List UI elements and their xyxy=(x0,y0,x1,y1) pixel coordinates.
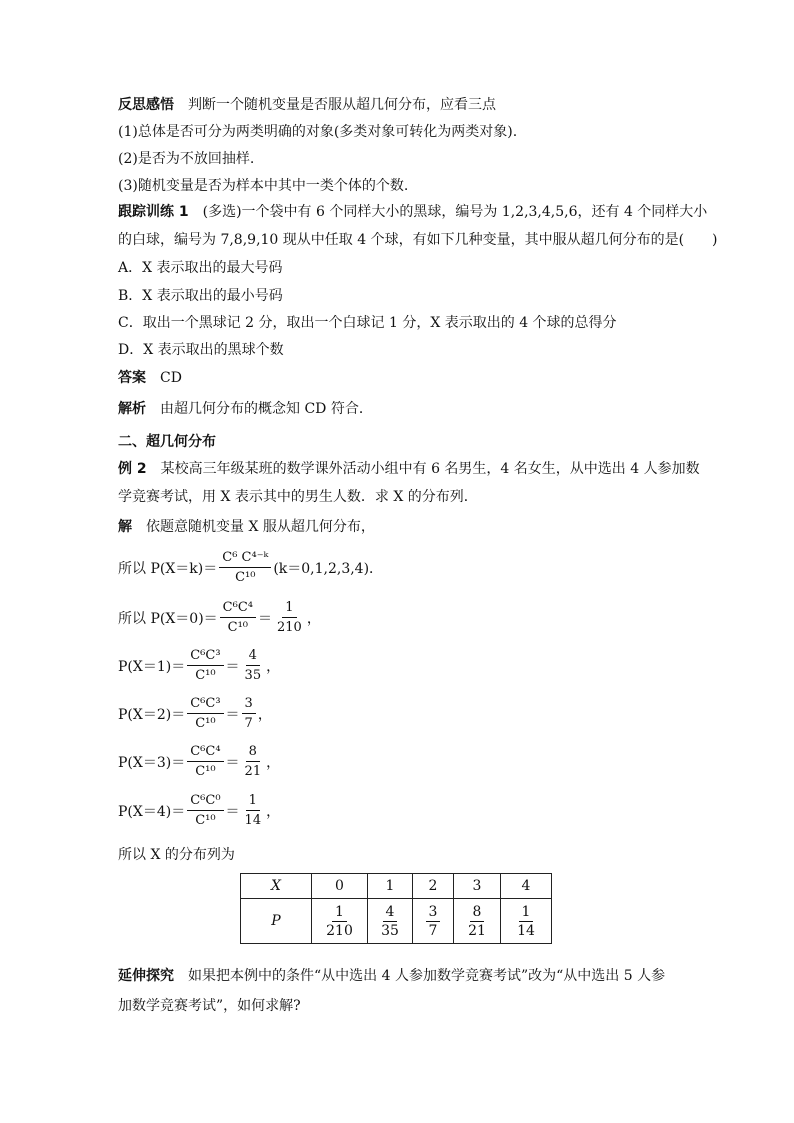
formula-general-prefix: 所以 P(X＝k)＝ xyxy=(118,560,218,577)
table-cell-p xyxy=(312,899,368,944)
exercise-option-d: D．X 表示取出的黑球个数 xyxy=(118,342,284,358)
table-cell-p-num: 4 xyxy=(383,903,398,922)
exercise-option-b: B．X 表示取出的最小号码 xyxy=(118,288,283,304)
formula-p1-comma: ， xyxy=(266,658,281,675)
formula-p4-result-num: 1 xyxy=(246,792,260,811)
table-header-x: X xyxy=(241,874,312,899)
example-text-1: 某校高三年级某班的数学课外活动小组中有 6 名男生，4 名女生，从中选出 4 人参加数 xyxy=(160,461,700,477)
table-cell-p-num: 1 xyxy=(332,903,347,922)
solution-text: 依题意随机变量 X 服从超几何分布， xyxy=(146,519,375,535)
table-cell-x: 2 xyxy=(413,874,454,899)
exercise-line-1 xyxy=(118,202,707,222)
formula-p1-fraction xyxy=(187,647,223,684)
table-row-x xyxy=(241,874,552,899)
formula-p1-result xyxy=(242,647,265,684)
example-line-2: 学竞赛考试，用 X 表示其中的男生人数．求 X 的分布列． xyxy=(118,489,478,505)
extension-label: 延伸探究 xyxy=(118,968,174,984)
table-cell-p-den: 21 xyxy=(468,922,486,939)
formula-p2-prefix: P(X＝2)＝ xyxy=(118,706,186,723)
table-cell-p-num: 1 xyxy=(519,903,534,922)
formula-p0-result xyxy=(274,599,305,636)
formula-p2-result-num: 3 xyxy=(242,695,256,714)
formula-general-denominator: C¹⁰ xyxy=(235,570,256,585)
formula-p4-fraction xyxy=(187,792,223,829)
formula-p3-result-den: 21 xyxy=(244,764,262,779)
table-cell-p xyxy=(368,899,413,944)
solution-label: 解 xyxy=(118,519,132,535)
analysis-label: 解析 xyxy=(118,401,146,417)
reflection-point-3: (3)随机变量是否为样本中其中一类个体的个数. xyxy=(118,178,409,194)
reflection-point-2: (2)是否为不放回抽样. xyxy=(118,151,255,167)
formula-p4-result-den: 14 xyxy=(244,813,262,828)
formula-p3: P(X＝3)＝ $\frac{\text{C⁶C⁴}}{\text{C¹⁰}}$ ＝ $\frac{8}{21}$ ， xyxy=(118,744,281,779)
formula-p2-numerator: C⁶C³ xyxy=(187,695,223,714)
table-cell-p-den: 35 xyxy=(381,922,399,939)
formula-p4-comma: ， xyxy=(266,803,281,820)
formula-p2-denominator: C¹⁰ xyxy=(195,716,216,731)
extension-line-2: 加数学竞赛考试”，如何求解? xyxy=(118,998,301,1014)
section-title: 二、超几何分布 xyxy=(118,434,216,450)
table-cell-x: 3 xyxy=(454,874,501,899)
formula-p4-numerator: C⁶C⁰ xyxy=(187,792,223,811)
formula-general xyxy=(118,549,383,586)
formula-p4-denominator: C¹⁰ xyxy=(195,813,216,828)
formula-p2: P(X＝2)＝ $\frac{\text{C⁶C³}}{\text{C¹⁰}}$ ＝ $\frac{3}{7}$ ， xyxy=(118,696,272,731)
formula-p2-comma: ， xyxy=(257,706,272,723)
formula-p4: P(X＝4)＝ $\frac{\text{C⁶C⁰}}{\text{C¹⁰}}$ ＝ $\frac{1}{14}$ ， xyxy=(118,793,281,828)
analysis-line xyxy=(118,399,373,419)
table-cell-x: 1 xyxy=(368,874,413,899)
formula-p0-result-den: 210 xyxy=(277,620,302,635)
formula-p1-denominator: C¹⁰ xyxy=(195,668,216,683)
formula-general-fraction xyxy=(219,549,271,586)
formula-p0-fraction xyxy=(220,599,256,636)
example-line-1 xyxy=(118,459,700,479)
table-cell-p-den: 14 xyxy=(517,922,535,939)
table-cell-x: 4 xyxy=(501,874,552,899)
exercise-label: 跟踪训练 1 xyxy=(118,204,189,220)
table-cell-p xyxy=(454,899,501,944)
example-label: 例 2 xyxy=(118,461,147,477)
table-cell-p xyxy=(501,899,552,944)
formula-p0-result-num: 1 xyxy=(282,599,296,618)
formula-p4-prefix: P(X＝4)＝ xyxy=(118,803,186,820)
formula-p3-prefix: P(X＝3)＝ xyxy=(118,754,186,771)
exercise-option-c: C．取出一个黑球记 2 分，取出一个白球记 1 分，X 表示取出的 4 个球的总得分 xyxy=(118,315,617,331)
reflection-text: 判断一个随机变量是否服从超几何分布，应看三点 xyxy=(188,97,496,113)
formula-p3-comma: ， xyxy=(266,754,281,771)
formula-p2-fraction xyxy=(187,695,223,732)
formula-p2-result-den: 7 xyxy=(244,716,253,731)
distribution-table xyxy=(240,873,552,944)
exercise-line-2: 的白球，编号为 7,8,9,10 现从中任取 4 个球，有如下几种变量，其中服从超几何分布的是( ) xyxy=(118,232,718,248)
formula-p0-denominator: C¹⁰ xyxy=(227,620,249,635)
table-header-p: P xyxy=(241,899,312,944)
formula-p3-fraction xyxy=(187,743,223,780)
formula-general-suffix: (k＝0,1,2,3,4)． xyxy=(273,560,384,577)
exercise-option-a: A．X 表示取出的最大号码 xyxy=(118,260,283,276)
reflection-point-1: (1)总体是否可分为两类明确的对象(多类对象可转化为两类对象). xyxy=(118,124,518,140)
answer-value: CD xyxy=(160,370,182,386)
formula-p0: 所以 P(X＝0)＝ $\frac{\text{C⁶C⁴}}{\text{C¹⁰}}$ ＝ $\frac{1}{210}$ ， xyxy=(118,600,321,635)
table-cell-p-den: 7 xyxy=(428,922,438,939)
formula-p1-result-den: 35 xyxy=(244,668,262,683)
formula-p4-result xyxy=(242,792,265,829)
formula-p3-result xyxy=(242,743,265,780)
reflection-heading xyxy=(118,95,496,115)
table-cell-p xyxy=(413,899,454,944)
formula-p0-prefix: 所以 P(X＝0)＝ xyxy=(118,610,218,627)
table-cell-p-num: 3 xyxy=(426,903,441,922)
answer-label: 答案 xyxy=(118,370,146,386)
distribution-intro: 所以 X 的分布列为 xyxy=(118,847,235,863)
formula-p1-prefix: P(X＝1)＝ xyxy=(118,658,186,675)
formula-p1-result-num: 4 xyxy=(246,647,260,666)
analysis-text: 由超几何分布的概念知 CD 符合． xyxy=(160,401,373,417)
formula-p0-numerator: C⁶C⁴ xyxy=(220,599,256,618)
reflection-label: 反思感悟 xyxy=(118,97,174,113)
formula-p1: P(X＝1)＝ $\frac{\text{C⁶C³}}{\text{C¹⁰}}$ ＝ $\frac{4}{35}$ ， xyxy=(118,648,281,683)
formula-p3-result-num: 8 xyxy=(246,743,260,762)
extension-text-1: 如果把本例中的条件“从中选出 4 人参加数学竞赛考试”改为“从中选出 5 人参 xyxy=(188,968,666,984)
formula-p0-comma: ， xyxy=(306,610,321,627)
formula-p3-denominator: C¹⁰ xyxy=(195,764,216,779)
formula-general-numerator: C⁶ C⁴⁻ᵏ xyxy=(219,549,271,568)
table-cell-p-den: 210 xyxy=(326,922,353,939)
exercise-text-1: (多选)一个袋中有 6 个同样大小的黑球，编号为 1,2,3,4,5,6，还有 4 个同样大小 xyxy=(202,204,708,220)
table-cell-p-num: 8 xyxy=(470,903,485,922)
table-row-p xyxy=(241,899,552,944)
solution-line xyxy=(118,517,375,537)
answer-line xyxy=(118,368,182,388)
formula-p1-numerator: C⁶C³ xyxy=(187,647,223,666)
extension-line-1 xyxy=(118,966,665,986)
table-cell-x: 0 xyxy=(312,874,368,899)
formula-p2-result xyxy=(242,695,256,732)
formula-p3-numerator: C⁶C⁴ xyxy=(187,743,223,762)
